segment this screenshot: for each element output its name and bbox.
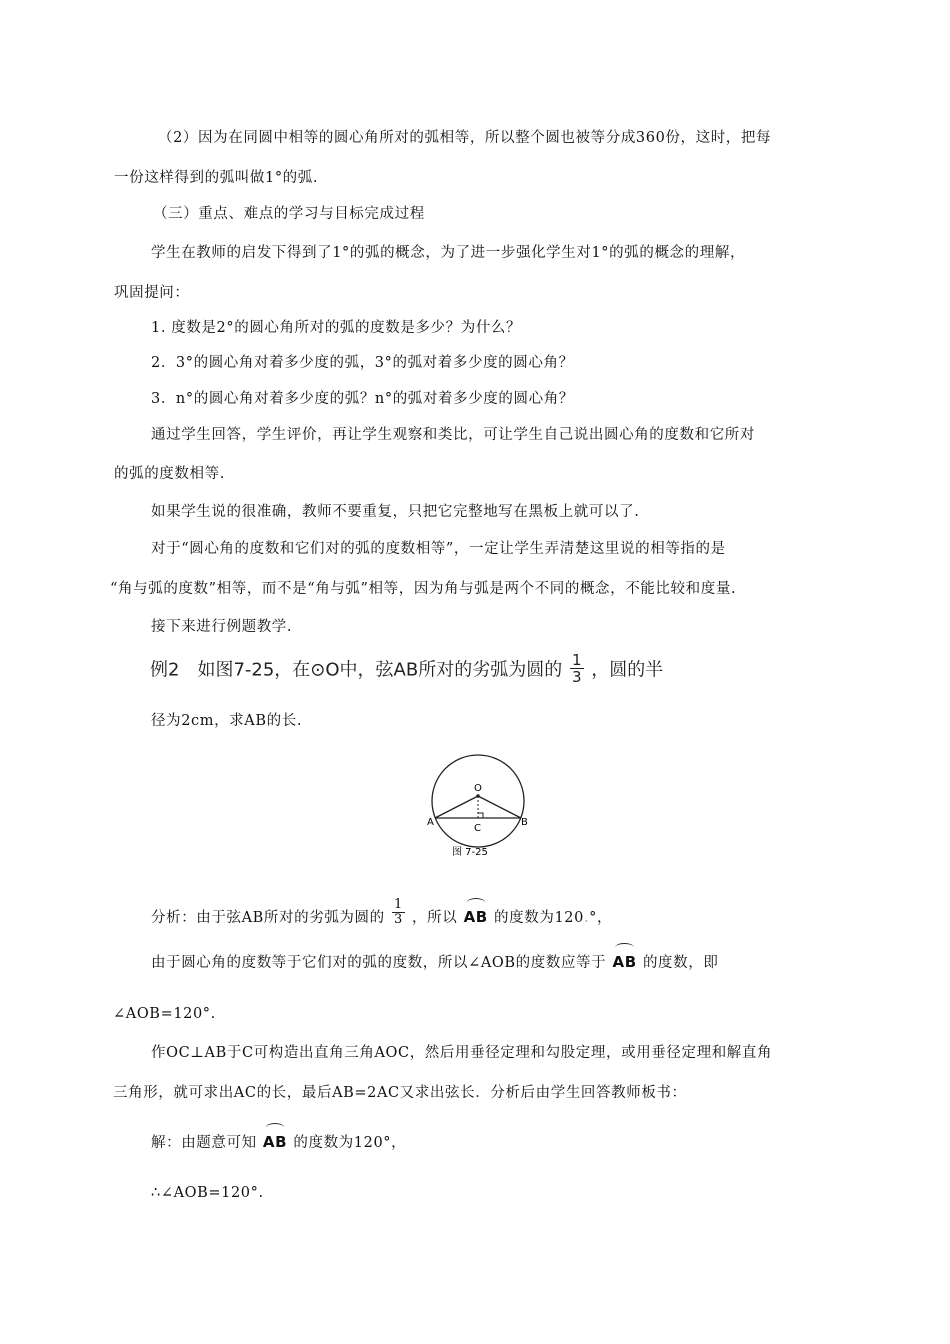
paragraph-line: （2）因为在同圆中相等的圆心角所对的弧相等，所以整个圆也被等分成360份，这时，把每	[158, 130, 772, 146]
question-item: 1. 度数是2°的圆心角所对的弧的度数是多少？为什么？	[151, 320, 522, 336]
label-b: B	[521, 817, 528, 828]
fraction-denominator: 3	[393, 911, 403, 927]
analysis-text: 由于圆心角的度数等于它们对的弧的度数，所以∠AOB的度数应等于	[151, 955, 607, 971]
example-2-heading	[150, 652, 663, 692]
paragraph-line: 如果学生说的很准确，教师不要重复，只把它完整地写在黑板上就可以了.	[151, 504, 640, 520]
circle-figure	[425, 747, 535, 862]
paragraph-line: 径为2cm，求AB的长.	[151, 713, 303, 729]
arc-ab-symbol: AB	[464, 897, 488, 931]
fraction-one-third	[570, 652, 584, 685]
solution-line-2: ∴∠AOB=120°.	[151, 1185, 264, 1201]
label-c: C	[474, 823, 481, 834]
paragraph-line: 的弧的度数相等.	[114, 466, 225, 482]
analysis-text: 的度数为120	[494, 910, 584, 926]
fraction-numerator: 1	[571, 651, 582, 669]
label-a: A	[427, 817, 434, 828]
center-point	[476, 794, 480, 798]
analysis-line-4: 作OC⊥AB于C可构造出直角三角AOC，然后用垂径定理和勾股定理，或用垂径定理和解直角	[151, 1045, 773, 1061]
fraction-one-third	[392, 898, 405, 927]
analysis-text: ，所以	[412, 910, 458, 926]
arc-ab-symbol: AB	[612, 942, 636, 976]
paragraph-line: 巩固提问：	[114, 285, 190, 301]
label-o: O	[474, 783, 482, 794]
fraction-denominator: 3	[571, 668, 582, 686]
solution-text: 解：由题意可知	[151, 1135, 257, 1151]
mark-dot: .	[583, 910, 590, 926]
example-2-text: 例2 如图7-25，在⊙O中，弦AB所对的劣弧为圆的	[150, 659, 563, 681]
paragraph-line: 接下来进行例题教学.	[151, 619, 293, 635]
paragraph-line: 一份这样得到的弧叫做1°的弧.	[114, 170, 319, 186]
analysis-text: 的度数，即	[642, 955, 719, 971]
question-item: 2．3°的圆心角对着多少度的弧，3°的弧对着多少度的圆心角？	[151, 355, 574, 371]
solution-line-1	[151, 1122, 406, 1157]
analysis-line-1	[151, 897, 612, 933]
radius-oa	[435, 796, 478, 818]
analysis-line-3: ∠AOB=120°.	[113, 1006, 216, 1022]
fraction-numerator: 1	[393, 896, 403, 912]
paragraph-line: 通过学生回答，学生评价，再让学生观察和类比，可让学生自己说出圆心角的度数和它所对	[151, 427, 755, 443]
analysis-text: 分析：由于弦AB所对的劣弧为圆的	[151, 910, 385, 926]
analysis-line-2	[151, 942, 718, 977]
analysis-line-5: 三角形，就可求出AC的长，最后AB=2AC又求出弦长．分析后由学生回答教师板书：	[113, 1085, 687, 1101]
analysis-text: °，	[589, 910, 613, 926]
section-heading: （三）重点、难点的学习与目标完成过程	[153, 206, 425, 222]
figure-caption: 图 7-25	[452, 847, 488, 858]
arc-ab-symbol: AB	[263, 1122, 287, 1156]
example-2-text-end: ，圆的半	[591, 659, 664, 681]
paragraph-line: “角与弧的度数”相等，而不是“角与弧”相等，因为角与弧是两个不同的概念，不能比较和度量.	[110, 581, 737, 597]
paragraph-line: 对于“圆心角的度数和它们对的弧的度数相等”，一定让学生弄清楚这里说的相等指的是	[151, 541, 726, 557]
radius-ob	[478, 796, 521, 818]
paragraph-line: 学生在教师的启发下得到了1°的弧的概念，为了进一步强化学生对1°的弧的概念的理解，	[151, 245, 746, 261]
right-angle-mark	[478, 813, 483, 818]
solution-text: 的度数为120°，	[293, 1135, 407, 1151]
question-item: 3．n°的圆心角对着多少度的弧？n°的弧对着多少度的圆心角？	[151, 391, 574, 407]
